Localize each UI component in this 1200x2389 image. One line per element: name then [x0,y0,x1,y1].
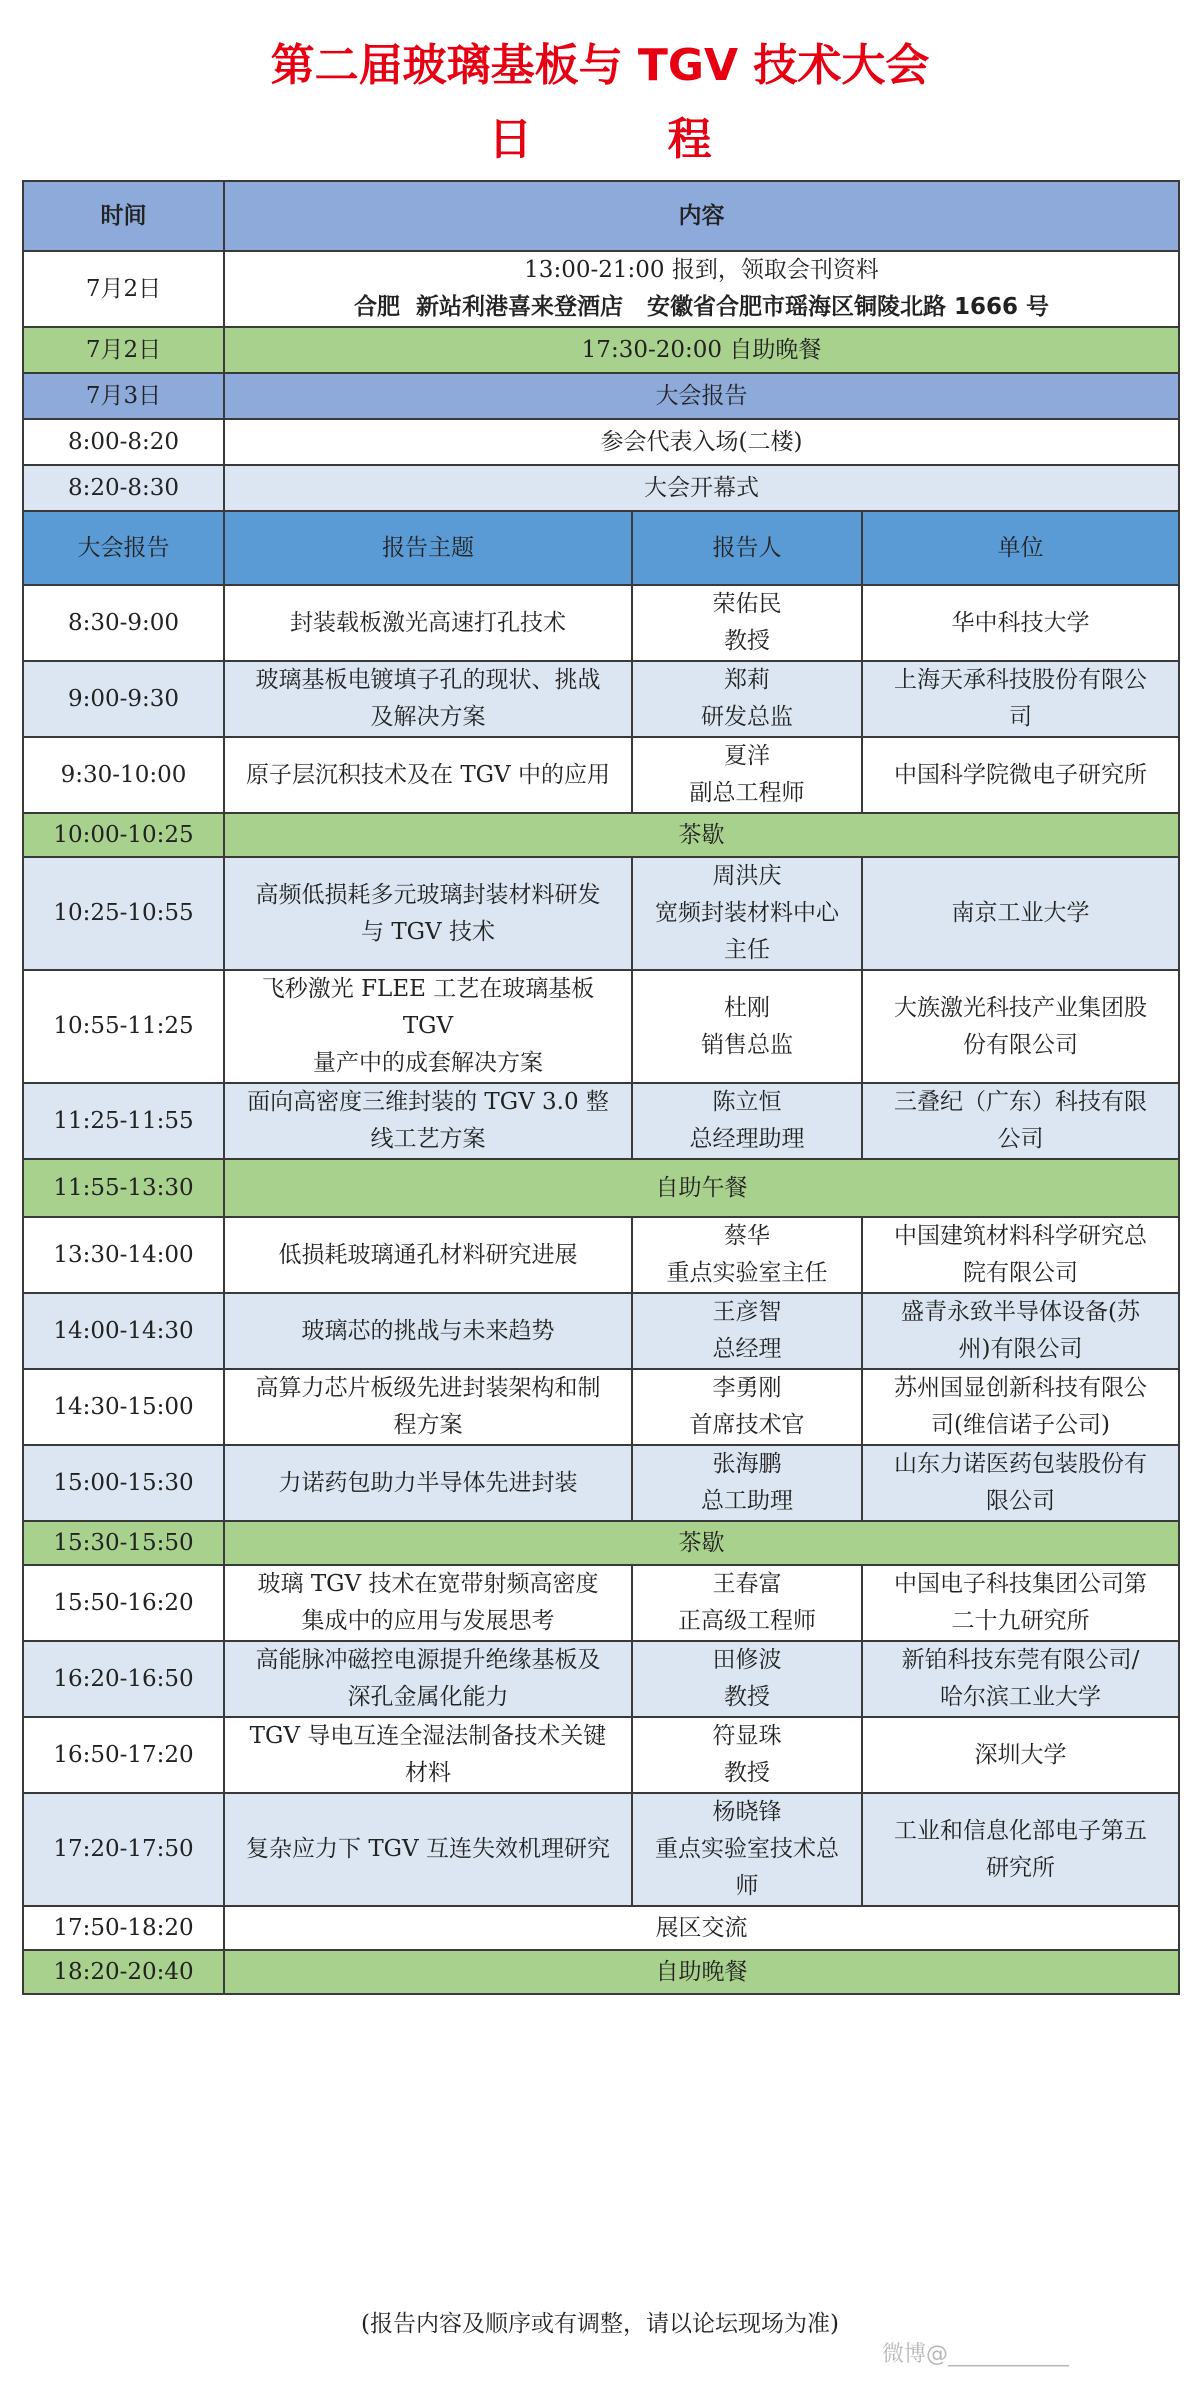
talk-topic-line: 玻璃基板电镀填子孔的现状、挑战 [255,667,601,693]
talk-org-line: 司 [1009,704,1032,730]
registration-location [233,289,1170,326]
break-row [23,813,1179,857]
talk-topic [224,1369,632,1445]
talk-speaker-line: 教授 [724,1760,770,1786]
talk-org [862,585,1179,661]
talk-speaker [632,1717,862,1793]
talk-topic-line: 力诺药包助力半导体先进封装 [278,1469,578,1496]
page-title: 第二届玻璃基板与 TGV 技术大会 [270,40,930,91]
talks-header-row [23,511,1179,585]
talk-topic-line: 玻璃芯的挑战与未来趋势 [301,1317,555,1344]
talk-time: 16:50-17:20 [23,1717,224,1793]
day2-date: 7月3日 [23,373,224,419]
talk-speaker [632,661,862,737]
break-row [23,1521,1179,1565]
dinner-day1-date: 7月2日 [23,327,224,373]
talk-speaker-line: 主任 [724,937,770,963]
page-subtitle: 日 程 [488,114,772,165]
talk-time: 15:50-16:20 [23,1565,224,1641]
talk-topic-line: 高算力芯片板级先进封装架构和制 [255,1375,601,1401]
talk-speaker-line: 销售总监 [701,1031,793,1058]
talk-org [862,1083,1179,1159]
day2-text: 大会报告 [224,373,1179,419]
talk-org [862,1717,1179,1793]
talk-topic-line: 高频低损耗多元玻璃封装材料研发 [255,881,601,908]
opening-row [23,465,1179,511]
talk-speaker-line: 重点实验室主任 [666,1260,828,1286]
talk-row [23,585,1179,661]
talk-row [23,1641,1179,1717]
talk-org-line: 研究所 [986,1854,1055,1881]
talk-row [23,970,1179,1083]
talk-org-line: 份有限公司 [963,1031,1078,1058]
talk-org [862,737,1179,813]
talk-org [862,857,1179,970]
talk-topic-line: 玻璃 TGV 技术在宽带射频高密度 [257,1571,599,1597]
talk-org [862,1369,1179,1445]
talk-time: 14:30-15:00 [23,1369,224,1445]
talk-speaker-line: 重点实验室技术总 [655,1836,839,1862]
talk-speaker-line: 王春富 [712,1571,782,1597]
talk-org [862,1793,1179,1906]
talk-row [23,1793,1179,1906]
talk-speaker-line: 周洪庆 [712,863,782,889]
talk-org-line: 大族激光科技产业集团股 [894,994,1147,1021]
talk-time: 17:20-17:50 [23,1793,224,1906]
talks-header-col1: 大会报告 [23,511,224,585]
talk-speaker-line: 总经理助理 [689,1126,805,1152]
talk-time: 8:30-9:00 [23,585,224,661]
talk-topic [224,857,632,970]
talk-topic-line: TGV 导电互连全湿法制备技术关键 [249,1723,607,1749]
talk-org [862,970,1179,1083]
talk-speaker [632,1369,862,1445]
entry-time: 8:00-8:20 [23,419,224,465]
talk-org [862,1565,1179,1641]
talk-topic [224,970,632,1083]
talk-speaker-line: 杜刚 [724,994,770,1021]
talk-topic [224,1217,632,1293]
talks-header-col2: 报告主题 [224,511,632,585]
talk-topic-line: 封装载板激光高速打孔技术 [290,609,566,636]
talk-time: 10:55-11:25 [23,970,224,1083]
talk-org [862,1293,1179,1369]
talk-org [862,661,1179,737]
break-text: 茶歇 [224,813,1179,857]
registration-address: 安徽省合肥市瑶海区铜陵北路 1666 号 [647,294,1050,320]
break-text: 茶歇 [224,1521,1179,1565]
talk-speaker [632,970,862,1083]
registration-row [23,251,1179,327]
talk-row [23,1565,1179,1641]
break-text: 自助午餐 [224,1159,1179,1217]
talk-row [23,737,1179,813]
talk-speaker [632,585,862,661]
registration-date: 7月2日 [23,251,224,327]
registration-hotel: 新站利港喜来登酒店 [415,294,623,320]
talk-speaker [632,857,862,970]
schedule-table [22,180,1180,1995]
talk-topic-line: 深孔金属化能力 [347,1684,509,1710]
talk-topic-line: 高能脉冲磁控电源提升绝缘基板及 [255,1647,601,1673]
talk-speaker-line: 夏洋 [724,743,770,769]
talk-org-line: 二十九研究所 [951,1608,1090,1634]
registration-city: 合肥 [353,294,400,320]
registration-line1: 13:00-21:00 报到，领取会刊资料 [524,257,879,283]
talk-org-line: 新铂科技东莞有限公司/ [901,1647,1140,1673]
talk-time: 9:30-10:00 [23,737,224,813]
talk-speaker-line: 郑莉 [724,667,770,693]
activity-row [23,1906,1179,1950]
talk-speaker [632,1641,862,1717]
talk-speaker-line: 杨晓锋 [712,1799,782,1825]
talk-speaker-line: 研发总监 [701,704,793,730]
talk-speaker [632,737,862,813]
dinner-day1-row [23,327,1179,373]
talk-speaker-line: 首席技术官 [689,1412,805,1438]
talk-org-line: 三叠纪（广东）科技有限 [894,1089,1147,1115]
talk-row [23,1083,1179,1159]
talk-time: 15:00-15:30 [23,1445,224,1521]
talks-header-col3: 报告人 [632,511,862,585]
talk-speaker-line: 张海鹏 [712,1451,782,1477]
talk-time: 10:25-10:55 [23,857,224,970]
talk-topic-line: 原子层沉积技术及在 TGV 中的应用 [246,761,610,788]
talk-topic-line: 及解决方案 [370,704,486,730]
talk-topic-line: 量产中的成套解决方案 [313,1050,543,1076]
talk-time: 16:20-16:50 [23,1641,224,1717]
talk-time: 11:25-11:55 [23,1083,224,1159]
registration-info [224,251,1179,327]
talk-speaker [632,1217,862,1293]
talk-speaker-line: 陈立恒 [712,1089,782,1115]
talk-topic [224,737,632,813]
talk-speaker [632,1445,862,1521]
talk-topic-line: 集成中的应用与发展思考 [301,1608,555,1634]
talk-org [862,1217,1179,1293]
talk-org-line: 公司 [997,1126,1044,1152]
talk-topic [224,1717,632,1793]
talk-row [23,1293,1179,1369]
talk-time: 13:30-14:00 [23,1217,224,1293]
talk-org-line: 中国电子科技集团公司第 [894,1571,1147,1597]
entry-row [23,419,1179,465]
talk-topic-line: 程方案 [393,1412,463,1438]
talks-header-col4: 单位 [862,511,1179,585]
talk-topic-line: 线工艺方案 [370,1126,486,1152]
break-time: 15:30-15:50 [23,1521,224,1565]
talk-row [23,1445,1179,1521]
break-time: 11:55-13:30 [23,1159,224,1217]
talk-topic [224,1083,632,1159]
talk-speaker-line: 李勇刚 [712,1375,782,1401]
talk-speaker [632,1793,862,1906]
day2-row [23,373,1179,419]
talk-speaker-line: 副总工程师 [689,780,805,806]
plain-time: 17:50-18:20 [23,1906,224,1950]
opening-text: 大会开幕式 [224,465,1179,511]
talk-org-line: 中国建筑材料科学研究总 [894,1223,1147,1249]
talk-org-line: 深圳大学 [974,1741,1067,1768]
table-header-row [23,181,1179,251]
break-time: 10:00-10:25 [23,813,224,857]
talk-topic [224,1565,632,1641]
talk-org-line: 盛青永致半导体设备(苏 [901,1299,1140,1325]
talk-row [23,1217,1179,1293]
talk-topic [224,1641,632,1717]
talk-speaker-line: 蔡华 [724,1223,770,1249]
talk-speaker-line: 教授 [724,1684,770,1710]
talk-speaker [632,1293,862,1369]
talk-org-line: 中国科学院微电子研究所 [894,761,1147,788]
talk-org-line: 华中科技大学 [951,609,1090,636]
talk-org-line: 限公司 [986,1488,1055,1514]
talk-speaker-line: 符显珠 [712,1723,782,1749]
talk-speaker [632,1565,862,1641]
talk-speaker-line: 王彦智 [712,1299,782,1325]
break-row [23,1950,1179,1994]
talk-org-line: 上海天承科技股份有限公 [894,667,1147,693]
talk-topic [224,1445,632,1521]
talk-speaker-line: 正高级工程师 [678,1608,816,1634]
talk-org-line: 山东力诺医药包装股份有 [894,1451,1147,1477]
talk-org-line: 南京工业大学 [951,900,1090,926]
talk-org-line: 工业和信息化部电子第五 [894,1817,1147,1844]
talk-speaker-line: 总经理 [712,1336,782,1362]
talk-row [23,661,1179,737]
talk-topic [224,585,632,661]
break-text: 自助晚餐 [224,1950,1179,1994]
talk-org-line: 院有限公司 [963,1260,1078,1286]
talk-topic [224,1293,632,1369]
plain-text: 展区交流 [224,1906,1179,1950]
talk-speaker [632,1083,862,1159]
talk-topic-line: 面向高密度三维封装的 TGV 3.0 整 [247,1089,609,1115]
entry-text: 参会代表入场(二楼) [224,419,1179,465]
talk-row [23,1369,1179,1445]
talk-speaker-line: 师 [735,1873,759,1899]
opening-time: 8:20-8:30 [23,465,224,511]
talk-topic-line: 与 TGV 技术 [361,918,495,945]
header-time: 时间 [23,181,224,251]
dinner-day1-text: 17:30-20:00 自助晚餐 [224,327,1179,373]
talk-speaker-line: 宽频封装材料中心 [655,900,839,926]
talk-speaker-line: 荣佑民 [712,591,782,617]
break-time: 18:20-20:40 [23,1950,224,1994]
talk-org [862,1445,1179,1521]
talk-org-line: 州)有限公司 [958,1336,1083,1362]
talk-row [23,1717,1179,1793]
footer-note: (报告内容及顺序或有调整，请以论坛现场为准) [361,2311,839,2337]
talk-time: 14:00-14:30 [23,1293,224,1369]
talk-topic-line: 飞秒激光 FLEE 工艺在玻璃基板 TGV [261,976,595,1039]
talk-speaker-line: 总工助理 [701,1488,793,1514]
talk-org-line: 司(维信诺子公司) [931,1412,1110,1438]
talk-time: 9:00-9:30 [23,661,224,737]
break-row [23,1159,1179,1217]
talk-org [862,1641,1179,1717]
talk-speaker-line: 教授 [724,628,770,654]
talk-topic-line: 材料 [405,1760,451,1786]
header-content: 内容 [224,181,1179,251]
talk-org-line: 苏州国显创新科技有限公 [894,1375,1147,1401]
talk-row [23,857,1179,970]
talk-topic [224,661,632,737]
talk-org-line: 哈尔滨工业大学 [940,1684,1101,1710]
talk-topic-line: 复杂应力下 TGV 互连失效机理研究 [246,1836,610,1862]
watermark: 微博@___________ [882,2342,1070,2367]
talk-speaker-line: 田修波 [712,1647,782,1673]
talk-topic [224,1793,632,1906]
talk-topic-line: 低损耗玻璃通孔材料研究进展 [278,1241,578,1268]
